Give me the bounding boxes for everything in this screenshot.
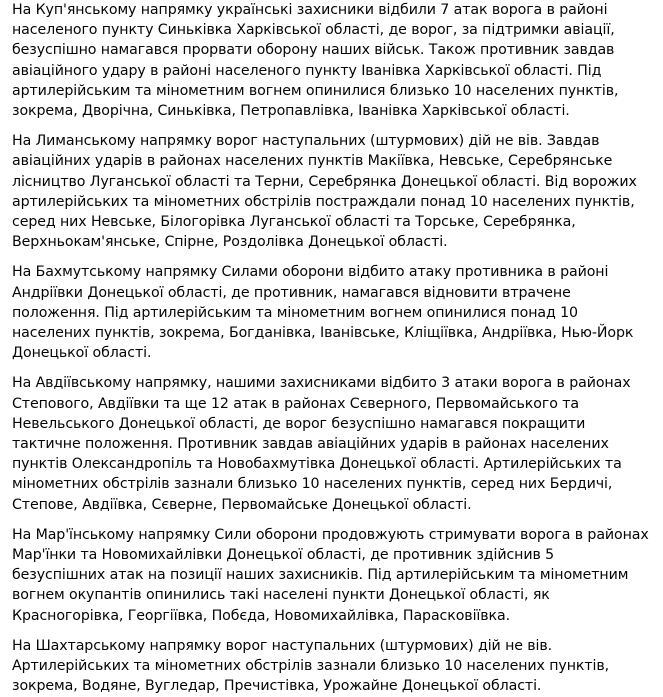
paragraph-shakhtarsk: На Шахтарському напрямку ворог наступальних (штурмових) дій не вів. Артилерійських та мінометних обстрілів зазнали близько 10 населених пунктів, зокрема, Водяне, Вугледар, Пречистівка, Урожайне Донецької області. (12, 637, 614, 695)
paragraph-avdiivka: На Авдіївському напрямку, нашими захисниками відбито 3 атаки ворога в районах Степового, Авдіївки та ще 12 атак в районах Сєверного, Первомайського та Невельського Донецької області, де ворог безуспішно намагався покращити тактичне положення. Противник завдав авіаційних ударів в районах населених пунктів Олександропіль та Новобахмутівка Донецької області. Артилерійських та мінометних обстрілів зазнали близько 10 населених пунктів, серед них Бердичі, Степове, Авдіївка, Сєверне, Первомайське Донецької області. (12, 375, 635, 513)
paragraph-kupiansk: На Куп'янському напрямку українські захисники відбили 7 атак ворога в районі населеного пункту Синьківка Харківської області, де ворог, за підтримки авіації, безуспішно намагався прорвати оборону наших військ. Також противник завдав авіаційного удару в районі населеного пункту Іванівка Харківської області. Під артилерійським та мінометним вогнем опинилися близько 10 населених пунктів, зокрема, Дворічна, Синьківка, Петропавлівка, Іванівка Харківської області. (12, 2, 623, 120)
paragraph-marinka: На Мар'їнському напрямку Сили оборони продовжують стримувати ворога в районах Мар'їнки та Новомихайлівки Донецької області, де противник здійснив 5 безуспішних атак на позиції наших захисників. Під артилерійським та мінометним вогнем окупантів опинились такі населені пункти Донецької області, як Красногорівка, Георгіївка, Побєда, Новомихайлівка, Парасковіївка. (12, 526, 654, 624)
paragraph-bakhmut: На Бахмутському напрямку Силами оборони відбито атаку противника в районі Андріївки Донецької області, де противник, намагався відновити втрачене положення. Під артилерійським та мінометним вогнем опинилися понад 10 населених пунктів, зокрема, Богданівка, Іванівське, Кліщіївка, Андріївка, Нью-Йорк Донецької області. (12, 264, 638, 362)
paragraph-lyman: На Лиманському напрямку ворог наступальних (штурмових) дій не вів. Завдав авіаційних ударів в районах населених пунктів Макіївка, Невське, Серебрянське лісництво Луганської області та Терни, Серебрянка Донецької області. Від ворожих артилерійських та мінометних обстрілів постраждали понад 10 населених пунктів, серед них Невське, Білогорівка Луганської області та Торське, Серебрянка, Верхньокам'янське, Спірне, Роздолівка Донецької області. (12, 133, 642, 251)
